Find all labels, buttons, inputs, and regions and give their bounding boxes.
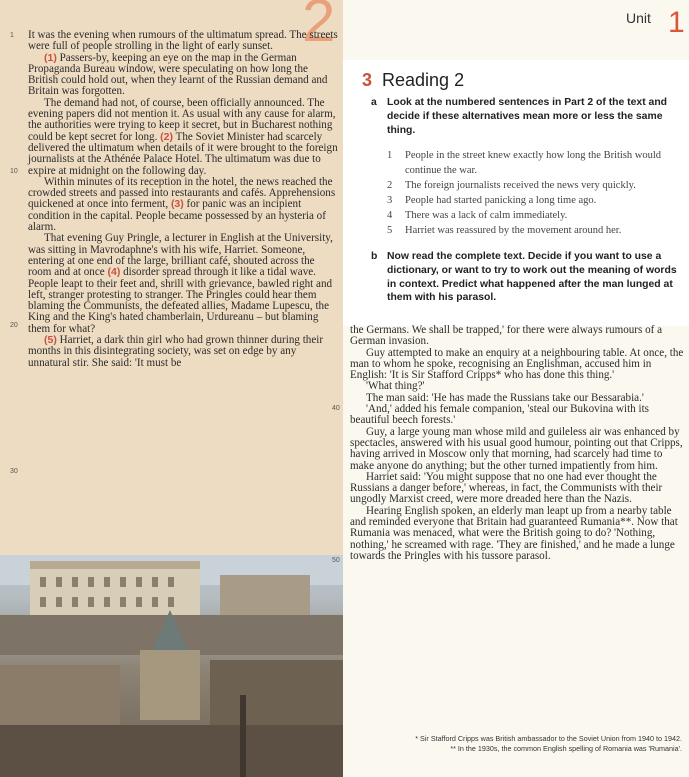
- reading-section-heading: [362, 70, 464, 91]
- story-paragraph: The demand had not, of course, been officially announced. The evening papers did not mention it. As usual with any cause for alarm, the authorities were trying to keep it secret, but in Bucharest nothing could be kept secret for long. (2) The Soviet Minister had scarcely delivered the ultimatum when details of it were brought to the foreign journalists at the Athénée Palace Hotel. The ultimatum was due to expire at midnight on the following day.: [28, 96, 338, 177]
- list-item: 3 People had started panicking a long time ago.: [387, 195, 597, 206]
- story-paragraph: 'What thing?': [366, 380, 425, 393]
- list-item: 5 Harriet was reassured by the movement around her.: [387, 225, 622, 236]
- sentence-marker: (5): [44, 334, 57, 347]
- line-number-40: 40: [332, 405, 340, 412]
- sentence-marker: (2): [160, 130, 173, 143]
- list-item: 2 The foreign journalists received the news very quickly.: [387, 180, 636, 191]
- list-item: 4 There was a lack of calm immediately.: [387, 210, 568, 221]
- sentence-marker: (3): [170, 198, 184, 211]
- story-paragraph: The man said: 'He has made the Russians take our Bessarabia.': [366, 391, 644, 404]
- story-paragraph: Guy, a large young man whose mild and guileless air was enhanced by spectacles, answered with his usual good humour, pointing out that Cripps, having arrived in Moscow only that morning, had scarcely had time to make anyone do anything; but the other turned impatiently from him.: [350, 425, 683, 472]
- task-instruction: Look at the numbered sentences in Part 2 of the text and decide if these alternatives mean more or less the same thing.: [387, 97, 668, 136]
- footnotes: [346, 734, 682, 753]
- task-letter: b: [371, 251, 378, 262]
- line-number-10: 10: [10, 168, 18, 175]
- line-number-50: 50: [332, 557, 340, 564]
- story-paragraph: the Germans. We shall be trapped,' for there were always rumours of a German invasion.: [350, 324, 663, 348]
- footnote: * Sir Stafford Cripps was British ambassador to the Soviet Union from 1940 to 1942.: [415, 734, 682, 743]
- city-illustration: [0, 555, 343, 777]
- part-number-decoration: 2: [302, 0, 336, 54]
- task-letter: a: [371, 97, 377, 108]
- story-paragraph: (1) Passers-by, keeping an eye on the map in the German Propaganda Bureau window, were speculating on how long the British could hold out, when they learnt of the Russian demand and Britain was forgotten.: [28, 51, 328, 98]
- task-instruction: Now read the complete text. Decide if you want to use a dictionary, or want to try to work out the meaning of words in context. Predict what happened after the man lunged at them with his parasol.: [387, 251, 677, 304]
- story-paragraph: That evening Guy Pringle, a lecturer in English at the University, was sitting in Mavrodaphne's with his wife, Harriet. Someone, entering at one end of the large, brilliant café, shouted across the room and at once (4) disorder spread through it like a tidal wave. People leapt to their feet and, shrill with grievance, bawled right and left, stranger protesting to stranger. The Pringles could hear them blaming the Communists, the defeated allies, Madame Lupescu, the King and the King's hated chamberlain, Urdureanu – but blaming them for what?: [28, 232, 333, 335]
- line-number-20: 20: [10, 322, 18, 329]
- story-paragraph: Harriet said: 'You might suppose that no one had ever thought the Russians a danger before,' whereas, in fact, the Communists with their ungodly Marxist creed, were more dreaded here than the Nazis.: [350, 470, 663, 506]
- story-paragraph: Within minutes of its reception in the hotel, the news reached the crowded streets and passed into restaurants and cafés. Apprehensions quickened at once into ferment, (3) for panic was an incipient condition in the capital. People became possessed by an hysteria of alarm.: [28, 175, 336, 234]
- sentence-list: [387, 148, 683, 238]
- story-paragraph: (5) Harriet, a dark thin girl who had grown thinner during their months in this disintegrating society, was set on edge by any unnatural stir. She said: 'It must be: [28, 334, 324, 369]
- story-paragraph: Guy attempted to make an enquiry at a neighbouring table. At once, the man to whom he spoke, recognising an Englishman, accused him in English: 'It is Sir Stafford Cripps* who has done this thing.': [350, 346, 684, 382]
- task-a: [371, 96, 683, 137]
- sentence-marker: (4): [107, 266, 121, 279]
- section-title: Reading 2: [382, 70, 465, 90]
- story-paragraph: Hearing English spoken, an elderly man leapt up from a nearby table and reminded everyone that Britain had guaranteed Rumania**. Now that Rumania was menaced, what were the British going to do? 'Nothing, nothing,' he screamed with rage. 'They are finished,' and he made a lunge towards the Pringles with his tussore parasol.: [350, 504, 678, 562]
- story-paragraph: It was the evening when rumours of the ultimatum spread. The streets were full of people strolling in the light of early sunset.: [28, 29, 338, 53]
- footnote: ** In the 1930s, the common English spelling of Romania was 'Rumania'.: [450, 743, 682, 753]
- story-text-right-column: [332, 324, 686, 564]
- list-item: 1 People in the street knew exactly how long the British would continue the war.: [387, 150, 662, 176]
- bucharest-city-photo: [0, 555, 343, 777]
- section-number: 3: [362, 70, 373, 90]
- line-number-1: 1: [10, 32, 14, 39]
- sentence-marker: (1): [44, 51, 57, 64]
- unit-number: 1: [668, 6, 685, 39]
- task-b: [371, 250, 683, 305]
- line-number-30: 30: [10, 468, 18, 475]
- story-paragraph: 'And,' added his female companion, 'steal our Bukovina with its beautiful beech forests.': [350, 403, 649, 427]
- unit-label: Unit: [626, 10, 651, 26]
